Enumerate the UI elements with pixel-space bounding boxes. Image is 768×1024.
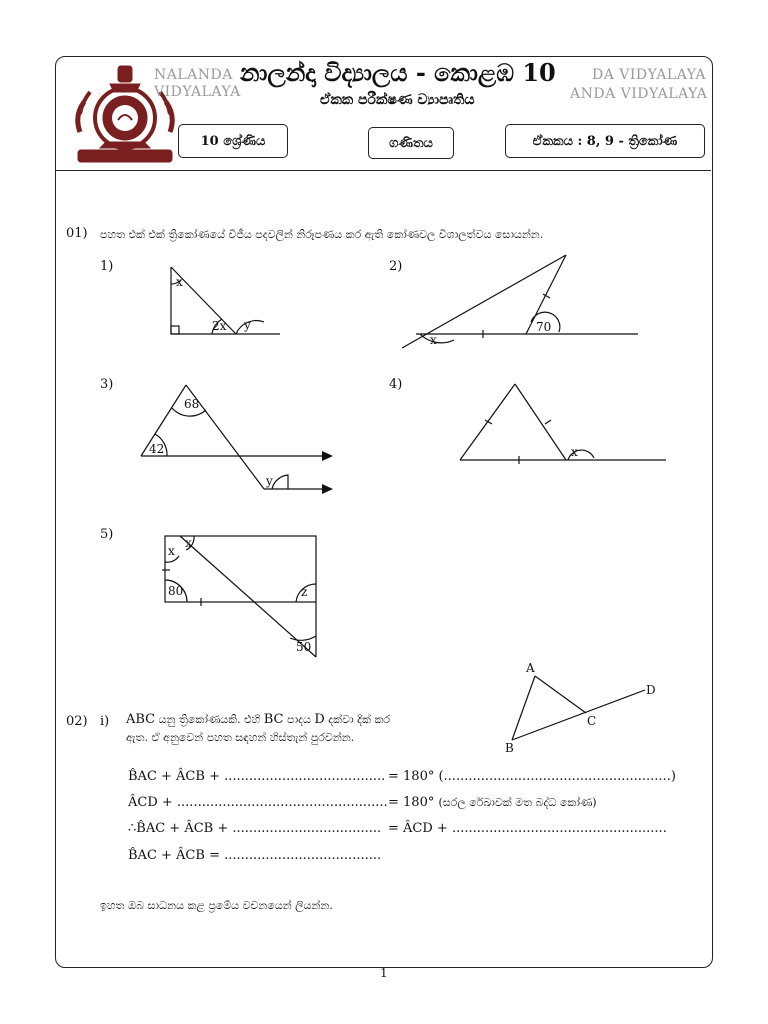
angle-label: x [185, 536, 192, 550]
equation-2-left: ÂCD + ................................................... [128, 795, 388, 810]
angle-label: x [571, 445, 578, 459]
watermark-text: VIDYALAYA [154, 84, 241, 100]
angle-label: x [168, 544, 175, 558]
question-number: 02) [66, 714, 88, 729]
instruction-text: ඉහත ඔබ සාධනය කළ ප්‍රමේය වචනයෙන් ලියන්න. [100, 899, 333, 912]
figure-number: 3) [100, 377, 114, 392]
figure-number: 2) [389, 259, 403, 274]
figure-number: 5) [100, 527, 114, 542]
figure-number: 4) [389, 377, 403, 392]
question-number: 01) [66, 226, 88, 241]
watermark-text: ANDA VIDYALAYA [570, 86, 708, 102]
equation-1-right: = 180° (.......................................................) [388, 769, 676, 784]
angle-label: 50 [296, 640, 312, 654]
equation-1-left: B̂AC + ÂCB + ....................................... [128, 769, 386, 784]
subject-box: ගණිතය [368, 127, 454, 159]
vertex-label: D [646, 683, 656, 697]
unit-box: ඒකකය : 8, 9 - ත්‍රිකෝණ [505, 124, 705, 158]
question-text: පහත එක් එක් ත්‍රිකෝණයේ විජීය පදවලින් නිරූපණය කර ඇති කෝණවල විශාලත්වය සොයන්න. [100, 228, 544, 241]
figure-number: 1) [100, 259, 114, 274]
angle-label: 42 [149, 442, 165, 456]
page-number: 1 [380, 966, 388, 980]
question-text-line-1: ABC යනු ත්‍රිකෝණයකි. එහි BC පාදය D දක්වා දික් කර [126, 712, 391, 727]
vertex-label: C [587, 714, 597, 728]
angle-label: x [176, 275, 183, 289]
angle-label: x [430, 333, 437, 347]
equation-3-left: ∴B̂AC + ÂCB + .................................... [128, 821, 382, 836]
angle-label: 70 [536, 320, 552, 334]
angle-label: y [266, 474, 273, 488]
question-text-line-2: ඇත. ඒ අනුවෙන් පහත සඳහන් හිස්තැන් පුරවන්න. [126, 731, 355, 744]
grade-box: 10 ශ්‍රේණිය [178, 124, 288, 158]
watermark-text: DA VIDYALAYA [592, 67, 707, 83]
equation-3-right: = ÂCD + .................................................... [388, 821, 667, 836]
equation-4-left: B̂AC + ÂCB = ...................................... [128, 848, 382, 863]
question-part: i) [100, 714, 110, 729]
angle-label: 80 [168, 584, 184, 598]
equation-2-right: = 180° (සරල රේඛාවක් මත බද්ධ කෝණ) [388, 795, 597, 810]
angle-label: 68 [184, 397, 200, 411]
watermark-text: NALANDA [154, 67, 233, 83]
vertex-label: B [505, 741, 514, 755]
test-subtitle: ඒකක පරීක්ෂණ ව්‍යාපෘතිය [320, 92, 475, 108]
angle-label: 2x [212, 319, 227, 333]
angle-label: y [244, 318, 251, 332]
angle-label: z [301, 585, 308, 599]
vertex-label: A [526, 661, 535, 675]
school-title: නාලන්දා විද්‍යාලය - කොළඹ 10 [240, 58, 556, 87]
